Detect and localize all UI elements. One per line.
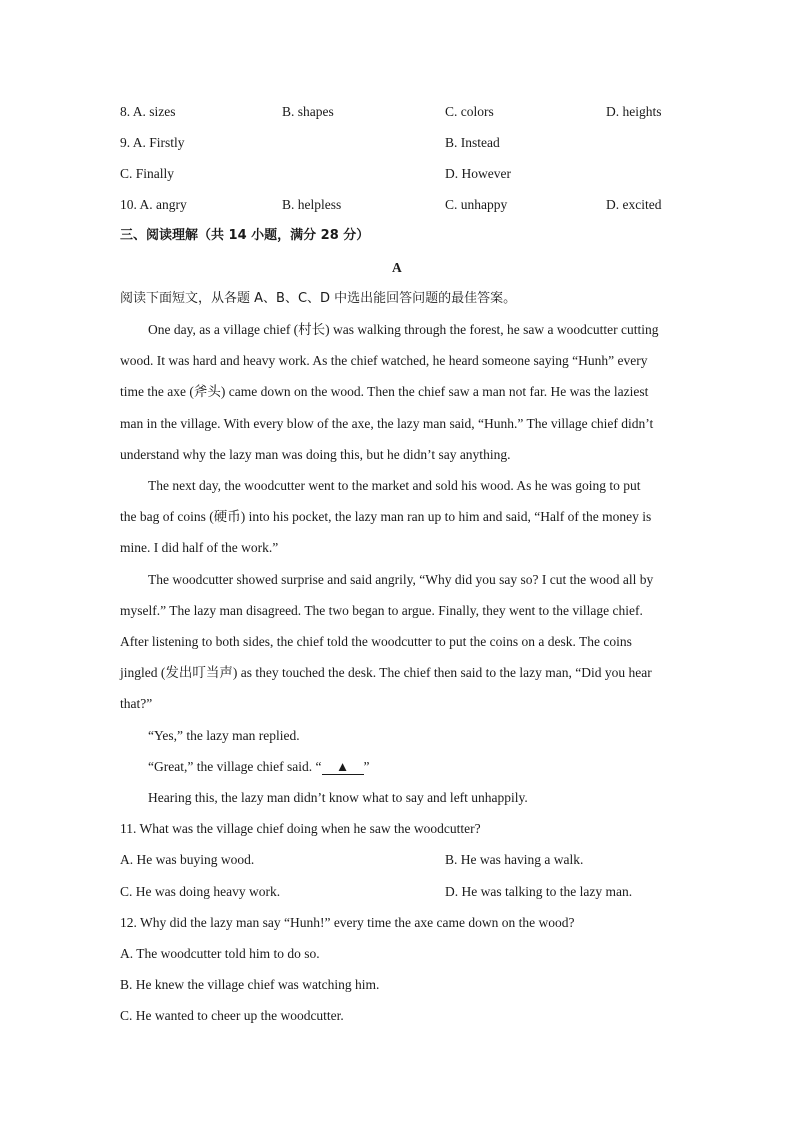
instruction-text: 阅读下面短文，从各题 A、B、C、D 中选出能回答问题的最佳答案。 [120, 291, 517, 306]
passage-line: The woodcutter showed surprise and said angrily, “Why did you say so? I cut the wood all by [148, 572, 654, 587]
passage-line: wood. It was hard and heavy work. As the chief watched, he heard someone saying “Hunh” every [120, 353, 648, 368]
passage-line: man in the village. With every blow of the axe, the lazy man said, “Hunh.” The village chief didn’t [120, 416, 654, 431]
q10-option-b: B. helpless [282, 197, 342, 212]
q11-option-a: A. He was buying wood. [120, 852, 255, 867]
passage-line: Hearing this, the lazy man didn’t know what to say and left unhappily. [148, 790, 528, 805]
passage-line: After listening to both sides, the chief told the woodcutter to put the coins on a desk. The coins [120, 634, 632, 649]
q12-option-c: C. He wanted to cheer up the woodcutter. [120, 1008, 344, 1023]
passage-line: mine. I did half of the work.” [120, 540, 279, 555]
q11-stem: 11. What was the village chief doing when he saw the woodcutter? [120, 821, 481, 836]
passage-line: jingled (发出叮当声) as they touched the desk. The chief then said to the lazy man, “Did you hear [120, 665, 652, 680]
passage-line: time the axe (斧头) came down on the wood. Then the chief saw a man not far. He was the laziest [120, 384, 649, 399]
answer-blank[interactable]: ▲ [322, 760, 364, 775]
q8-option-b: B. shapes [282, 104, 334, 119]
passage-line: understand why the lazy man was doing this, but he didn’t say anything. [120, 447, 511, 462]
q12-stem: 12. Why did the lazy man say “Hunh!” every time the axe came down on the wood? [120, 915, 575, 930]
section-heading: 三、阅读理解（共 14 小题，满分 28 分） [120, 228, 370, 243]
passage-line: myself.” The lazy man disagreed. The two began to argue. Finally, they went to the village chief. [120, 603, 643, 618]
q12-option-a: A. The woodcutter told him to do so. [120, 946, 320, 961]
q11-option-d: D. He was talking to the lazy man. [445, 884, 633, 899]
q12-option-b: B. He knew the village chief was watching him. [120, 977, 380, 992]
great-line-after: ” [363, 759, 370, 774]
q8-option-c: C. colors [445, 104, 494, 119]
q9-option-b: B. Instead [445, 135, 500, 150]
passage-line-with-blank [148, 758, 370, 776]
q10-option-c: C. unhappy [445, 197, 508, 212]
passage-line: “Yes,” the lazy man replied. [148, 728, 300, 743]
great-line-before: “Great,” the village chief said. “ [148, 759, 322, 774]
passage-line: the bag of coins (硬币) into his pocket, the lazy man ran up to him and said, “Half of the money is [120, 509, 652, 524]
passage-line: that?” [120, 696, 153, 711]
passage-line: The next day, the woodcutter went to the market and sold his wood. As he was going to put [148, 478, 641, 493]
q8-option-a: 8. A. sizes [120, 104, 176, 119]
q9-option-a: 9. A. Firstly [120, 135, 185, 150]
q9-option-c: C. Finally [120, 166, 175, 181]
q11-option-c: C. He was doing heavy work. [120, 884, 281, 899]
q11-option-b: B. He was having a walk. [445, 852, 584, 867]
q8-option-d: D. heights [606, 104, 662, 119]
q9-option-d: D. However [445, 166, 511, 181]
passage-line: One day, as a village chief (村长) was walking through the forest, he saw a woodcutter cutting [148, 322, 659, 337]
q10-option-d: D. excited [606, 197, 662, 212]
q10-option-a: 10. A. angry [120, 197, 187, 212]
passage-label: A [392, 260, 402, 275]
